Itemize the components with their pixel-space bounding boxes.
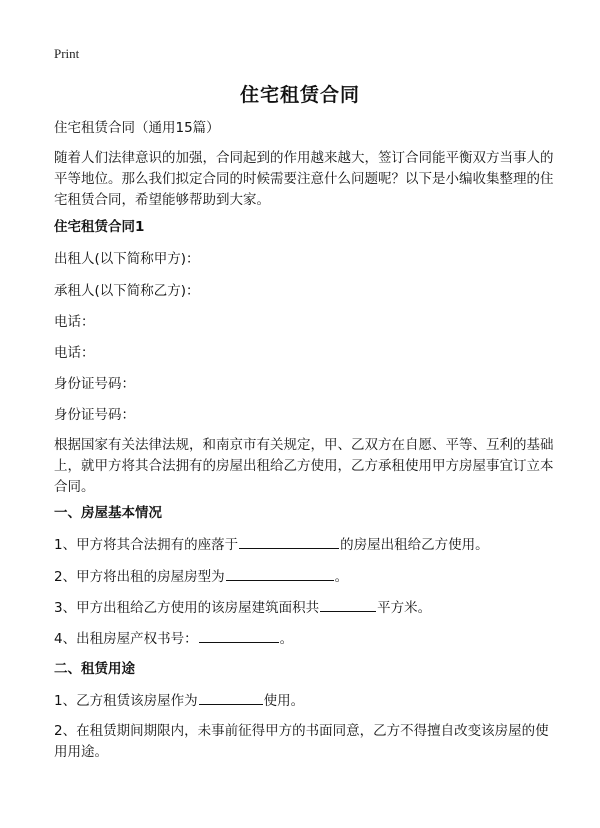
location-blank: [239, 534, 339, 549]
phone-field-2: 电话：: [54, 345, 95, 361]
intro-paragraph: 随着人们法律意识的加强，合同起到的作用越来越大，签订合同能平衡双方当事人的平等地位。那么我们拟定合同的时候需要注意什么问题呢？以下是小编收集整理的住宅租赁合同，希望能够帮助到大家。: [54, 150, 554, 208]
area-blank: [320, 597, 376, 612]
usage-blank: [199, 690, 263, 705]
section-1-heading: 一、房屋基本情况: [54, 505, 162, 521]
section-1-item-4-text-b: 。: [279, 631, 294, 647]
section-1-item-4-text-a: 4、出租房屋产权书号：: [54, 631, 198, 647]
room-type-blank: [226, 566, 334, 581]
id-field-2: 身份证号码：: [54, 407, 135, 423]
section-2-item-2: 2、在租赁期间期限内，未事前征得甲方的书面同意，乙方不得擅自改变该房屋的使用用途。: [54, 723, 549, 760]
section-1-item-2: [54, 566, 554, 588]
phone-field-1: 电话：: [54, 314, 95, 330]
section-1-item-2-text-a: 2、甲方将出租的房屋房型为: [54, 569, 225, 585]
section-2-item-1-text-a: 1、乙方租赁该房屋作为: [54, 693, 198, 709]
section-1-item-3-text-a: 3、甲方出租给乙方使用的该房屋建筑面积共: [54, 600, 320, 616]
contract-heading: 住宅租赁合同1: [54, 219, 145, 235]
document-subtitle: 住宅租赁合同（通用15篇）: [54, 120, 220, 136]
section-2-item-1: [54, 690, 554, 712]
section-1-item-2-text-b: 。: [334, 569, 349, 585]
id-field-1: 身份证号码：: [54, 376, 135, 392]
deed-number-blank: [199, 628, 279, 643]
section-1-item-1: [54, 534, 554, 556]
section-2-heading: 二、租赁用途: [54, 661, 135, 677]
section-1-item-3-text-b: 平方米。: [377, 600, 432, 616]
section-1-item-1-text-a: 1、甲方将其合法拥有的座落于: [54, 537, 239, 553]
section-1-item-1-text-b: 的房屋出租给乙方使用。: [340, 537, 489, 553]
section-1-item-3: [54, 597, 554, 619]
lessor-field: 出租人(以下简称甲方)：: [54, 251, 200, 267]
print-link[interactable]: Print: [54, 46, 80, 61]
document-title: 住宅租赁合同: [239, 84, 360, 106]
basis-paragraph: 根据国家有关法律法规，和南京市有关规定，甲、乙双方在自愿、平等、互利的基础上，就甲方将其合法拥有的房屋出租给乙方使用，乙方承租使用甲方房屋事宜订立本合同。: [54, 437, 554, 495]
lessee-field: 承租人(以下简称乙方)：: [54, 283, 200, 299]
section-2-item-1-text-b: 使用。: [263, 693, 305, 709]
section-1-item-4: [54, 628, 554, 650]
